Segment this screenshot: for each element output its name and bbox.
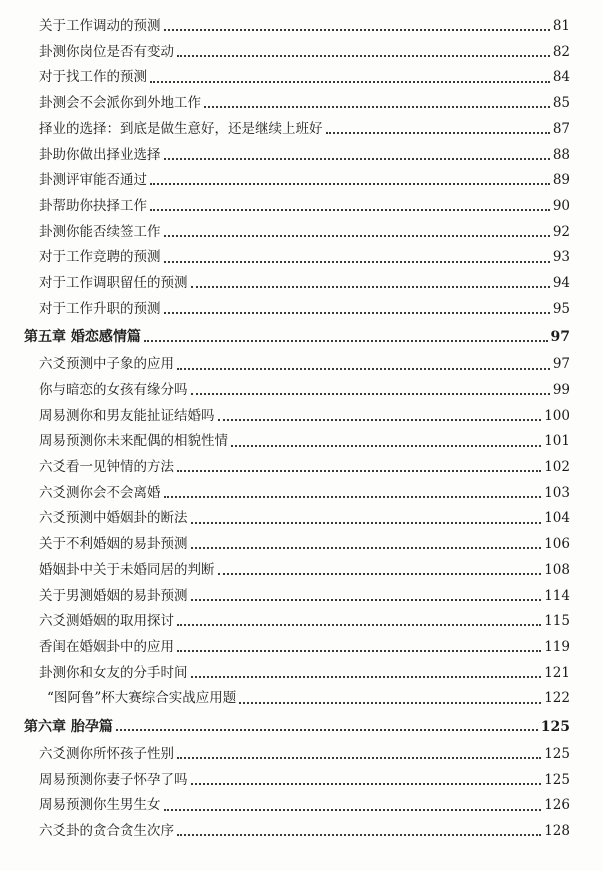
toc-entry-title: 择业的选择：到底是做生意好，还是继续上班好	[39, 120, 323, 137]
dot-leader	[191, 521, 542, 524]
toc-page-number: 101	[544, 433, 570, 450]
toc-entry	[0, 532, 603, 558]
toc-entry-title: 关于男测婚姻的易卦预测	[39, 587, 188, 604]
toc-page-number: 95	[552, 300, 570, 317]
toc-page-number: 93	[552, 249, 570, 266]
toc-entry	[0, 661, 603, 687]
toc-page-number: 128	[544, 823, 570, 840]
dot-leader	[239, 701, 541, 704]
dot-leader	[204, 105, 550, 108]
toc-page-number: 100	[544, 407, 570, 424]
toc-entry	[0, 481, 603, 507]
toc-entry-title: 六爻卦的贪合贪生次序	[39, 823, 174, 840]
toc-entry	[0, 91, 603, 117]
toc-entry	[0, 609, 603, 635]
dot-leader	[150, 182, 550, 185]
dot-leader	[177, 756, 541, 759]
toc-page-number: 108	[544, 561, 570, 578]
toc-entry	[0, 220, 603, 246]
toc-page-number: 82	[552, 43, 570, 60]
toc-entry	[0, 142, 603, 168]
dot-leader	[177, 367, 550, 370]
toc-entry	[0, 455, 603, 481]
toc-entry	[0, 635, 603, 661]
toc-entry-title: 对于找工作的预测	[39, 69, 147, 86]
dot-leader	[191, 675, 542, 678]
dot-leader	[164, 260, 550, 263]
toc-page-number: 126	[544, 797, 570, 814]
dot-leader	[191, 546, 542, 549]
toc-page-number: 94	[552, 274, 570, 291]
toc-entry	[0, 404, 603, 430]
toc-entry-title: 婚姻卦中关于未婚同居的判断	[39, 561, 215, 578]
toc-entry	[0, 168, 603, 194]
toc-page-number: 125	[544, 771, 570, 788]
toc-entry-title: 你与暗恋的女孩有缘分吗	[39, 382, 188, 399]
toc-entry-title: 卦帮助你抉择工作	[39, 197, 147, 214]
dot-leader	[177, 649, 541, 652]
toc-page-number: 115	[544, 613, 570, 630]
dot-leader	[326, 131, 550, 134]
dot-leader	[164, 234, 550, 237]
toc-entry-title: 六爻预测中子象的应用	[39, 356, 174, 373]
toc-page-number: 99	[552, 382, 570, 399]
dot-leader	[218, 418, 542, 421]
toc-page-number: 85	[552, 95, 570, 112]
toc-page-number: 125	[544, 745, 570, 762]
toc-entry-title: 周易预测你妻子怀孕了吗	[39, 771, 188, 788]
toc-page-number: 125	[540, 718, 570, 735]
toc-entry	[0, 14, 603, 40]
dot-leader	[150, 80, 550, 83]
toc-entry	[0, 297, 603, 323]
toc-entry-title: 香闺在婚姻卦中的应用	[39, 638, 174, 655]
toc-entry	[0, 40, 603, 66]
toc-entry-title: 卦测你能否续签工作	[39, 223, 161, 240]
toc-entry	[0, 378, 603, 404]
dot-leader	[191, 392, 550, 395]
dot-leader	[177, 833, 541, 836]
toc-entry-title: 卦测你和女友的分手时间	[39, 664, 188, 681]
dot-leader	[116, 728, 538, 731]
toc-entry-title: 六爻测你会不会离婚	[39, 484, 161, 501]
toc-page-number: 88	[552, 146, 570, 163]
dot-leader	[218, 572, 542, 575]
dot-leader	[191, 598, 542, 601]
dot-leader	[164, 311, 550, 314]
toc-entry	[0, 686, 603, 712]
toc-entry-title: 周易测你和男友能扯证结婚吗	[39, 407, 215, 424]
toc-entry-title: 对于工作竞聘的预测	[39, 249, 161, 266]
toc-entry	[0, 65, 603, 91]
dot-leader	[177, 54, 550, 57]
toc-entry	[0, 583, 603, 609]
toc-page-number: 119	[544, 638, 570, 655]
toc-entry-title: 六爻测婚姻的取用探讨	[39, 613, 174, 630]
toc-entry	[0, 819, 603, 845]
toc-chapter-heading	[0, 322, 603, 352]
toc-entry	[0, 506, 603, 532]
toc-entry	[0, 793, 603, 819]
toc-page-number: 87	[552, 120, 570, 137]
toc-entry-title: 对于工作升职的预测	[39, 300, 161, 317]
toc-entry-title: 六爻预测中婚姻卦的断法	[39, 510, 188, 527]
toc-entry-title: 卦测会不会派你到外地工作	[39, 95, 201, 112]
toc-entry	[0, 117, 603, 143]
dot-leader	[164, 28, 550, 31]
toc-entry-title: 对于工作调职留任的预测	[39, 274, 188, 291]
toc-entry-title: 周易预测你未来配偶的相貌性情	[39, 433, 228, 450]
toc-page-number: 97	[552, 356, 570, 373]
dot-leader	[177, 469, 541, 472]
toc-entry	[0, 742, 603, 768]
toc-page-number: 102	[544, 459, 570, 476]
dot-leader	[144, 339, 548, 342]
toc-page-number: 90	[552, 197, 570, 214]
toc-page-number: 97	[550, 329, 570, 346]
dot-leader	[191, 285, 550, 288]
toc-entry-title: 六爻看一见钟情的方法	[39, 459, 174, 476]
dot-leader	[191, 782, 542, 785]
toc-page-number: 122	[544, 690, 570, 707]
toc-page-number: 103	[544, 484, 570, 501]
toc-page-number: 81	[552, 18, 570, 35]
toc-entry-title: 六爻测你所怀孩子性别	[39, 745, 174, 762]
toc-page-number: 89	[552, 172, 570, 189]
toc-page-number: 84	[552, 69, 570, 86]
toc-entry	[0, 194, 603, 220]
dot-leader	[150, 208, 550, 211]
dot-leader	[177, 623, 541, 626]
toc-entry-title: 卦测你岗位是否有变动	[39, 43, 174, 60]
toc-page-number: 104	[544, 510, 570, 527]
toc-entry	[0, 558, 603, 584]
dot-leader	[164, 157, 550, 160]
toc-entry-title: “图阿鲁”杯大赛综合实战应用题	[47, 690, 237, 707]
toc-chapter-heading	[0, 712, 603, 742]
toc-page-number: 121	[544, 664, 570, 681]
dot-leader	[231, 444, 541, 447]
table-of-contents	[0, 14, 603, 845]
toc-entry-title: 第五章 婚恋感情篇	[24, 329, 141, 346]
toc-page-number: 106	[544, 536, 570, 553]
toc-entry-title: 第六章 胎孕篇	[24, 718, 113, 735]
toc-entry	[0, 352, 603, 378]
toc-page-number: 114	[544, 587, 570, 604]
toc-entry-title: 卦助你做出择业选择	[39, 146, 161, 163]
toc-entry	[0, 768, 603, 794]
toc-entry-title: 卦测评审能否通过	[39, 172, 147, 189]
toc-entry-title: 周易预测你生男生女	[39, 797, 161, 814]
toc-entry	[0, 429, 603, 455]
toc-entry-title: 关于不利婚姻的易卦预测	[39, 536, 188, 553]
dot-leader	[164, 808, 542, 811]
toc-page-number: 92	[552, 223, 570, 240]
toc-entry	[0, 271, 603, 297]
toc-entry-title: 关于工作调动的预测	[39, 18, 161, 35]
toc-entry	[0, 245, 603, 271]
dot-leader	[164, 495, 542, 498]
